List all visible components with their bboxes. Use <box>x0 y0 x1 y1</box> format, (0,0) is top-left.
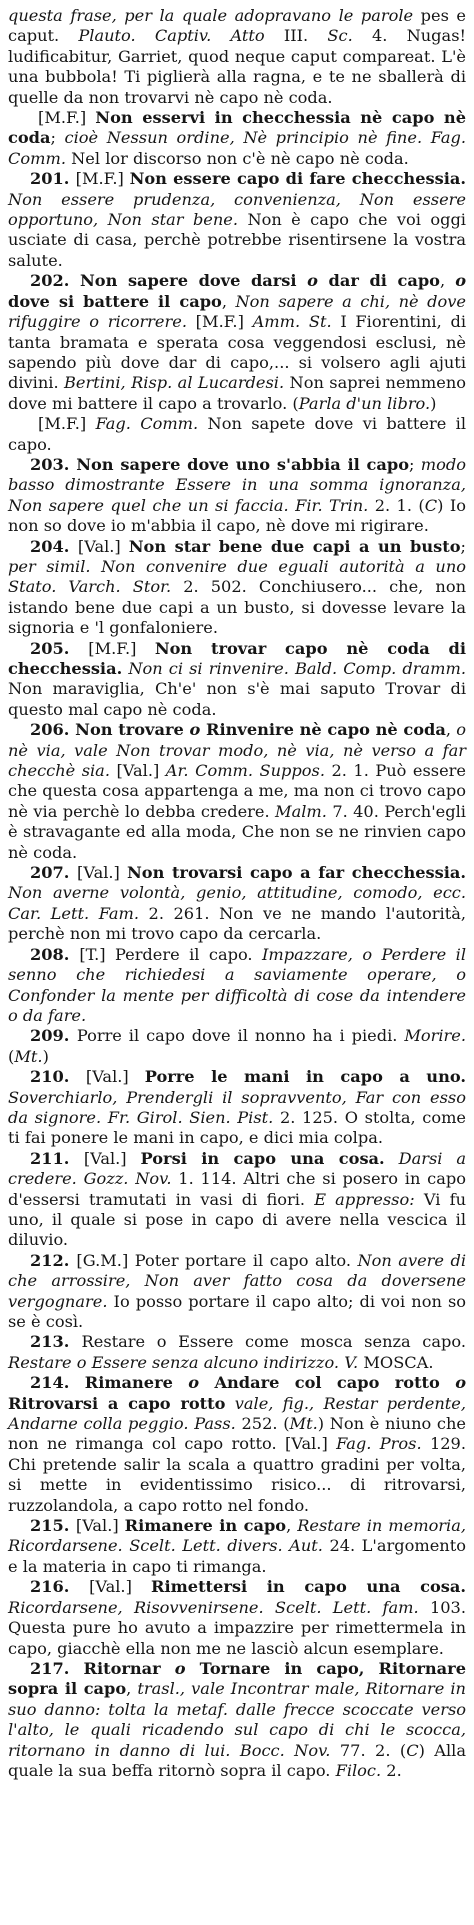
headword-text: Rimettersi in capo una cosa. <box>151 1577 467 1597</box>
headword-text: o <box>307 271 318 291</box>
headword-text: Andare col capo rotto <box>199 1373 456 1393</box>
headword-text: 216. <box>30 1577 90 1597</box>
headword-text: Porre le mani in capo a uno. <box>144 1067 466 1087</box>
headword-text: Non esservi in checchessia nè capo nè coda <box>8 108 466 148</box>
numbered-entry <box>8 1373 466 1516</box>
body-text: ( <box>8 1046 15 1066</box>
definition-text: questa frase, per la quale adopravano le parole <box>8 6 421 25</box>
definition-text: C <box>406 1740 419 1760</box>
body-text: Vi fu uno, il quale si pose in capo di avere nella vescica il diluvio. <box>8 1189 466 1250</box>
body-text: [Val.] <box>77 536 129 556</box>
sub-entry <box>8 414 466 455</box>
numbered-entry <box>8 1516 466 1577</box>
body-text: Io posso portare il capo alto; di voi non so se è così. <box>8 1291 466 1331</box>
definition-text: Non sapere a chi, nè dove rifuggire o ricorrere. <box>8 291 466 332</box>
definition-text: per simil. Non convenire due eguali autorità a uno Stato. Varch. Stor. <box>8 556 466 597</box>
definition-text: Sc. <box>327 26 372 46</box>
body-text: [T.] Perdere il capo. <box>79 944 262 964</box>
headword-text: 204. <box>30 536 78 556</box>
body-text: ) <box>42 1046 49 1066</box>
body-text: III. <box>283 26 328 46</box>
body-text: Restare o Essere come mosca senza capo. <box>81 1332 466 1352</box>
body-text: 24. L'argomento e la materia in capo ti rimanga. <box>8 1536 466 1576</box>
definition-text: Mt. <box>289 1414 318 1434</box>
body-text: 2. 502. Conchiusero... che, non istando bene due capi a un busto, si dovesse levare la signoria e 'l gonfaloniere. <box>8 577 466 638</box>
headword-text: 201. <box>30 169 76 189</box>
definition-text: C <box>424 495 438 515</box>
body-text: , <box>126 1679 138 1699</box>
definition-text: E appresso: <box>314 1189 415 1209</box>
headword-text: dar di capo <box>317 271 440 291</box>
definition-text: modo basso dimostrante Essere in una somma ignoranza, Non sapere quel che un si faccia. Fir. Trin. <box>8 454 466 515</box>
numbered-entry <box>8 1251 466 1333</box>
definition-text: Soverchiarlo, Prendergli il sopravvento, Far con esso da signore. Fr. Girol. Sien. Pist. <box>8 1087 466 1127</box>
body-text: Nel lor discorso non c'è nè capo nè coda. <box>65 148 409 168</box>
body-text: , <box>286 1516 298 1536</box>
definition-text: Fag. Comm. <box>95 414 199 434</box>
body-text: ) Non è niuno che non ne rimanga col capo rotto. [Val.] <box>8 1414 466 1454</box>
definition-text: Parla d'un libro. <box>298 393 431 413</box>
definition-text: Fag. Pros. <box>336 1434 422 1454</box>
body-text: ) Io non so dove io m'abbia il capo, nè dove mi rigirare. <box>8 495 466 536</box>
body-text: Porre il capo dove il nonno ha i piedi. <box>76 1026 405 1046</box>
definition-text: Mt. <box>14 1046 43 1066</box>
numbered-entry <box>8 1659 466 1781</box>
headword-text: 211. <box>30 1148 84 1168</box>
headword-text: 209. <box>30 1026 77 1046</box>
body-text: Non sapete dove vi battere il capo. <box>8 414 467 454</box>
headword-text: 207. <box>30 863 78 883</box>
numbered-entry <box>8 271 466 414</box>
body-text: [Val.] <box>89 1577 152 1597</box>
headword-text: dove si battere il capo <box>8 291 222 311</box>
body-text: , <box>221 291 236 311</box>
headword-text: Non trovarsi capo a far checchessia. <box>126 863 467 883</box>
body-text: 2. 261. Non ve ne mando l'autorità, perchè non mi trovo capo da cercarla. <box>8 903 466 944</box>
body-text: ; <box>50 128 65 148</box>
numbered-entry <box>8 1026 466 1067</box>
headword-text: Non essere capo di fare checchessia. <box>129 169 467 189</box>
headword-text: 214. Rimanere <box>30 1373 189 1393</box>
definition-text: Ar. Comm. Suppos. <box>165 761 325 781</box>
definition-text: Ricordarsene, Risovvenirsene. Scelt. Lett. fam. <box>8 1597 419 1617</box>
body-text: MOSCA. <box>358 1352 434 1372</box>
headword-text: Ritrovarsi a capo rotto <box>8 1393 226 1413</box>
headword-text: Non trovar capo nè coda di checchessia. <box>8 638 466 678</box>
body-text: I Fiorentini, di tanta bramata e sperata cosa veggendosi esclusi, nè sapendo più dove dar di capo,... si volsero agli ajuti divini. <box>8 312 467 393</box>
body-text: [Val.] <box>85 1067 145 1087</box>
body-text: [M.F.] <box>186 312 253 332</box>
body-text: Non maraviglia, Ch'e' non s'è mai saputo Trovar di questo mal capo nè coda. <box>8 679 466 719</box>
body-text: [M.F.] <box>88 638 155 658</box>
numbered-entry <box>8 945 466 1027</box>
definition-text: Non averne volontà, genio, attitudine, comodo, ecc. Car. Lett. Fam. <box>8 883 466 923</box>
definition-text: Plauto. Captiv. Atto <box>78 26 284 46</box>
headword-text: 215. <box>30 1516 76 1536</box>
body-text: [Val.] <box>109 761 166 781</box>
body-text: , <box>439 271 456 291</box>
body-text: 4. Nugas! ludificabitur, Garriet, quod neque caput compareat. L'è una bubbola! Ti piglierà alla ragna, e te ne sballerà di quelle da non trovarvi nè capo nè coda. <box>8 26 467 107</box>
headword-text: o <box>189 720 201 740</box>
headword-text: 210. <box>30 1067 86 1087</box>
numbered-entry <box>8 455 466 537</box>
headword-text: o <box>174 1658 186 1678</box>
headword-text: 202. Non sapere dove darsi <box>30 271 308 291</box>
headword-text: Non star bene due capi a un busto <box>128 536 461 556</box>
definition-text: Impazzare, o Perdere il senno che richiedesi a saviamente operare, o Confonder la mente per difficoltà di cose da intendere o da fare. <box>8 944 466 1025</box>
numbered-entry <box>8 1332 466 1373</box>
definition-text: Morire. <box>404 1026 467 1046</box>
body-text: [Val.] <box>75 1516 125 1536</box>
body-text: , <box>445 720 457 740</box>
definition-text: Filoc. <box>335 1760 382 1780</box>
body-text: ) <box>430 393 437 413</box>
definition-text: Restare in memoria, Ricordarsene. Scelt. Lett. divers. Aut. <box>8 1516 467 1556</box>
body-text: ; <box>409 454 421 474</box>
body-text: 2. 1. Può essere che questa cosa appartenga a me, ma non ci trovo capo nè via perchè lo debba credere. <box>8 761 466 821</box>
body-text: [Val.] <box>77 863 127 883</box>
body-text: 103. Questa pure ho avuto a impazzire per rimettermela in capo, giacchè ella non me ne lasciò alcun esemplare. <box>8 1597 466 1658</box>
body-text: 129. Chi pretende salir la scala a quattro gradini per volta, si mette in evidentissimo risico... di ritrovarsi, ruzzolandola, a capo rotto nel fondo. <box>8 1434 466 1515</box>
definition-text: vale, fig., Restar perdente, Andarne colla peggio. Pass. <box>8 1393 466 1434</box>
headword-text: o <box>455 271 466 291</box>
sub-entry <box>8 108 466 169</box>
body-text: [G.M.] Poter portare il capo alto. <box>76 1250 358 1270</box>
headword-text: Rimanere in capo <box>124 1516 287 1536</box>
numbered-entry <box>8 720 466 863</box>
headword-text: 205. <box>30 638 89 658</box>
continued-text <box>8 6 466 108</box>
body-text: 252. ( <box>235 1414 290 1434</box>
numbered-entry <box>8 639 466 721</box>
numbered-entry <box>8 1577 466 1659</box>
definition-text: Darsi a credere. Gozz. Nov. <box>8 1148 466 1189</box>
body-text: 1. 114. Altri che si posero in capo d'essersi tramutati in vasi di fiori. <box>8 1169 466 1209</box>
body-text: Non è capo che voi oggi usciate di casa, perchè potrebbe risentirsene la vostra salute. <box>8 210 466 270</box>
body-text: pes e caput. <box>8 6 466 46</box>
numbered-entry <box>8 863 466 945</box>
body-text: 2. 125. O stolta, come ti fai ponere le mani in capo, e dici mia colpa. <box>8 1107 466 1148</box>
body-text: ; <box>460 536 467 556</box>
numbered-entry <box>8 1067 466 1149</box>
body-text: 7. 40. Perch'egli è stravagante ed alla moda, Che non se ne rinvien capo nè coda. <box>8 801 466 862</box>
body-text: [Val.] <box>83 1148 141 1168</box>
definition-text: Restare o Essere senza alcuno indirizzo. V. <box>8 1352 359 1372</box>
headword-text: Rinvenire nè capo nè coda <box>200 720 446 740</box>
definition-text: o nè via, vale Non trovar modo, nè via, nè verso a far checchè sia. <box>8 720 466 781</box>
body-text: [M.F.] <box>38 108 96 128</box>
body-text: [M.F.] <box>38 414 96 434</box>
headword-text: 203. Non sapere dove uno s'abbia il capo <box>30 454 410 474</box>
body-text: 77. 2. ( <box>330 1740 407 1760</box>
body-text: ) Alla quale la sua beffa ritornò sopra il capo. <box>8 1740 466 1780</box>
body-text <box>385 1149 399 1168</box>
headword-text: 212. <box>30 1250 77 1270</box>
numbered-entry <box>8 169 466 271</box>
body-text: 2. <box>381 1760 402 1780</box>
headword-text: o <box>188 1373 200 1393</box>
headword-text: Tornare in capo, Ritornare sopra il capo <box>8 1658 466 1699</box>
definition-text: trasl., vale Incontrar male, Ritornare in suo danno: tolta la metaf. dalle frecce scoccate verso l'alto, le quali ricadendo sul capo di chi le scocca, ritornano in danno di lui. Bocc. Nov. <box>8 1679 466 1760</box>
definition-text: Non avere di che arrossire, Non aver fatto cosa da doversene vergognare. <box>8 1250 467 1311</box>
definition-text: Non essere prudenza, convenienza, Non essere opportuno, Non star bene. <box>8 189 466 230</box>
body-text: 2. 1. ( <box>368 495 425 515</box>
headword-text: 217. Ritornar <box>30 1658 175 1678</box>
headword-text: 208. <box>30 944 80 964</box>
definition-text: Amm. St. <box>252 312 332 332</box>
numbered-entry <box>8 1149 466 1251</box>
headword-text: Porsi in capo una cosa. <box>140 1148 385 1168</box>
definition-text: Malm. <box>275 801 327 821</box>
headword-text: 213. <box>30 1332 82 1352</box>
body-text <box>225 1394 234 1413</box>
definition-text: Non ci si rinvenire. Bald. Comp. dramm. <box>128 659 466 678</box>
definition-text: Bertini, Risp. al Lucardesi. <box>64 373 285 393</box>
body-text: Non saprei nemmeno dove mi battere il capo a trovarlo. ( <box>8 373 466 413</box>
headword-text: o <box>455 1373 466 1393</box>
body-text: [M.F.] <box>75 169 130 189</box>
definition-text: cioè Nessun ordine, Nè principio nè fine. Fag. Comm. <box>8 128 466 168</box>
headword-text: 206. Non trovare <box>30 720 190 740</box>
numbered-entry <box>8 537 466 639</box>
